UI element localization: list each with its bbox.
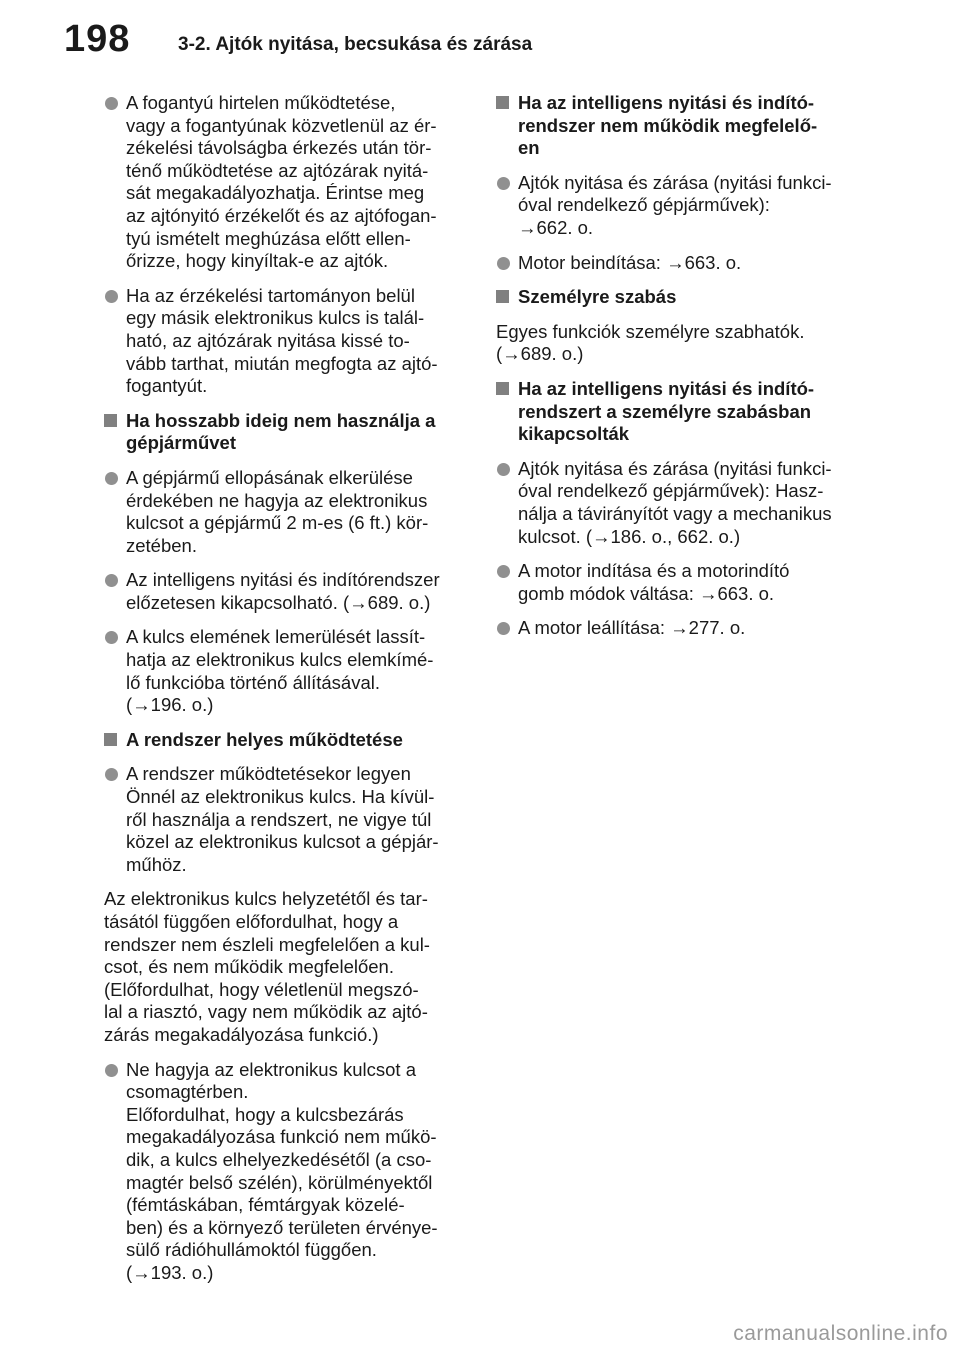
- text-line: Önnél az elektronikus kulcs. Ha kívül-: [126, 786, 435, 808]
- bullet-dot-icon: [497, 622, 510, 635]
- bullet-dot-icon: [105, 574, 118, 587]
- bullet-item: [104, 626, 466, 716]
- text-line: Ha hosszabb ideig nem használja a: [126, 409, 436, 431]
- text-line: gépjárművet: [126, 432, 237, 454]
- text-line: →662. o.: [518, 216, 594, 238]
- bullet-item: [496, 560, 861, 605]
- text-line: A rendszer működtetésekor legyen: [126, 763, 411, 785]
- bullet-item: [104, 1059, 466, 1285]
- text-line: kulcsot. (→186. o., 662. o.): [518, 525, 741, 547]
- text-line: ható, az ajtózárak nyitása kissé to-: [126, 329, 410, 351]
- bullet-item: [496, 172, 861, 240]
- text-line: vább tarthat, miután megfogta az ajtó-: [126, 352, 438, 374]
- bullet-dot-icon: [105, 1064, 118, 1077]
- text-line: sülő rádióhullámoktól függően.: [126, 1239, 377, 1261]
- text-line: ténő működtetése az ajtózárak nyitá-: [126, 159, 429, 181]
- text-line: (→193. o.): [126, 1261, 214, 1283]
- bullet-dot-icon: [497, 257, 510, 270]
- text-line: zékelési távolságba érkezés után tör-: [126, 137, 432, 159]
- text-line: ben) és a környező területen érvénye-: [126, 1216, 438, 1238]
- section-title: 3-2. Ajtók nyitása, becsukása és zárása: [178, 34, 533, 55]
- text-line: vagy a fogantyúnak közvetlenül az ér-: [126, 114, 437, 136]
- text-line: en: [518, 137, 540, 159]
- text-line: kulcsot a gépjármű 2 m-es (6 ft.) kör-: [126, 512, 429, 534]
- bullet-item: [496, 617, 861, 640]
- bullet-item: [104, 92, 466, 273]
- subsection-heading: [496, 378, 861, 446]
- text-line: (Előfordulhat, hogy véletlenül megszó-: [104, 978, 419, 1000]
- subsection-heading: [104, 729, 466, 752]
- bullet-item: [496, 458, 861, 548]
- text-line: Az intelligens nyitási és indítórendszer: [126, 569, 440, 591]
- left-column: [104, 92, 466, 1297]
- text-line: óval rendelkező gépjárművek): Hasz-: [518, 480, 824, 502]
- text-line: dik, a kulcs elhelyezkedésétől (a cso-: [126, 1148, 432, 1170]
- text-line: rendszer nem működik megfelelő-: [518, 114, 818, 136]
- bullet-item: [104, 763, 466, 876]
- text-line: ről használja a rendszert, ne vigye túl: [126, 808, 432, 830]
- text-line: magtér belső szélén), körülményektől: [126, 1171, 433, 1193]
- bullet-item: [104, 467, 466, 557]
- text-line: A fogantyú hirtelen működtetése,: [126, 92, 396, 113]
- bullet-dot-icon: [497, 565, 510, 578]
- text-line: (→689. o.): [496, 343, 584, 365]
- text-line: tásától függően előfordulhat, hogy a: [104, 911, 399, 932]
- text-line: nálja a távirányítót vagy a mechanikus: [518, 502, 832, 524]
- text-line: lő funkcióba történő állításával.: [126, 671, 381, 693]
- text-line: kikapcsolták: [518, 423, 630, 445]
- bullet-dot-icon: [105, 768, 118, 781]
- text-line: Ne hagyja az elektronikus kulcsot a: [126, 1058, 416, 1080]
- bullet-dot-icon: [105, 97, 118, 110]
- heading-square-icon: [496, 382, 509, 395]
- text-line: óval rendelkező gépjárművek):: [518, 194, 770, 216]
- bullet-item: [104, 285, 466, 398]
- bullet-item: [104, 569, 466, 614]
- text-line: rendszer nem észleli megfelelően a kul-: [104, 933, 430, 955]
- text-line: Ha az intelligens nyitási és indító-: [518, 377, 815, 399]
- text-line: zetében.: [126, 534, 197, 556]
- text-line: őrizze, hogy kinyíltak-e az ajtók.: [126, 250, 389, 272]
- bullet-dot-icon: [497, 463, 510, 476]
- text-line: Ajtók nyitása és zárása (nyitási funkci-: [518, 171, 832, 193]
- text-line: rendszert a személyre szabásban: [518, 400, 812, 422]
- text-line: Ha az érzékelési tartományon belül: [126, 284, 415, 306]
- text-line: (→196. o.): [126, 694, 214, 716]
- bullet-item: [496, 252, 861, 275]
- text-line: csomagtérben.: [126, 1081, 249, 1103]
- subsection-heading: [496, 286, 861, 309]
- text-line: érdekében ne hagyja az elektronikus: [126, 489, 428, 511]
- text-line: műhöz.: [126, 853, 187, 875]
- text-line: Ajtók nyitása és zárása (nyitási funkci-: [518, 457, 832, 479]
- right-column: [496, 92, 861, 652]
- bullet-dot-icon: [105, 472, 118, 485]
- text-line: Az elektronikus kulcs helyzetétől és tar-: [104, 888, 428, 910]
- text-line: Előfordulhat, hogy a kulcsbezárás: [126, 1103, 404, 1125]
- subsection-heading: [104, 410, 466, 455]
- text-line: A motor leállítása: →277. o.: [518, 617, 746, 639]
- text-line: közel az elektronikus kulcsot a gépjár-: [126, 831, 439, 853]
- heading-square-icon: [104, 414, 117, 427]
- bullet-dot-icon: [497, 177, 510, 190]
- text-line: Motor beindítása: →663. o.: [518, 251, 742, 273]
- text-line: A rendszer helyes működtetése: [126, 728, 403, 750]
- text-line: fogantyút.: [126, 375, 208, 397]
- paragraph: [104, 888, 466, 1046]
- watermark[interactable]: carmanualsonline.info: [733, 1322, 948, 1345]
- text-line: gomb módok váltása: →663. o.: [518, 582, 775, 604]
- text-line: hatja az elektronikus kulcs elemkímé-: [126, 649, 434, 671]
- text-line: lal a riasztó, vagy nem működik az ajtó-: [104, 1001, 428, 1023]
- page-number: 198: [64, 18, 131, 60]
- text-line: Egyes funkciók személyre szabhatók.: [496, 320, 805, 342]
- bullet-dot-icon: [105, 631, 118, 644]
- text-line: A gépjármű ellopásának elkerülése: [126, 466, 413, 488]
- text-line: Ha az intelligens nyitási és indító-: [518, 92, 815, 113]
- text-line: tyú ismételt meghúzása előtt ellen-: [126, 227, 411, 249]
- text-line: A motor indítása és a motorindító: [518, 560, 790, 582]
- bullet-dot-icon: [105, 290, 118, 303]
- text-line: (fémtáskában, fémtárgyak közelé-: [126, 1194, 405, 1216]
- text-line: sát megakadályozhatja. Érintse meg: [126, 182, 425, 204]
- text-line: csot, és nem működik megfelelően.: [104, 956, 394, 978]
- heading-square-icon: [496, 96, 509, 109]
- subsection-heading: [496, 92, 861, 160]
- paragraph: [496, 321, 861, 366]
- text-line: A kulcs elemének lemerülését lassít-: [126, 626, 426, 648]
- text-line: Személyre szabás: [518, 286, 677, 308]
- text-line: előzetesen kikapcsolható. (→689. o.): [126, 591, 431, 613]
- text-line: megakadályozása funkció nem műkö-: [126, 1126, 437, 1148]
- text-line: egy másik elektronikus kulcs is talál-: [126, 307, 425, 329]
- text-line: zárás megakadályozása funkció.): [104, 1023, 379, 1045]
- heading-square-icon: [496, 290, 509, 303]
- text-line: az ajtónyitó érzékelőt és az ajtófogan-: [126, 204, 437, 226]
- heading-square-icon: [104, 733, 117, 746]
